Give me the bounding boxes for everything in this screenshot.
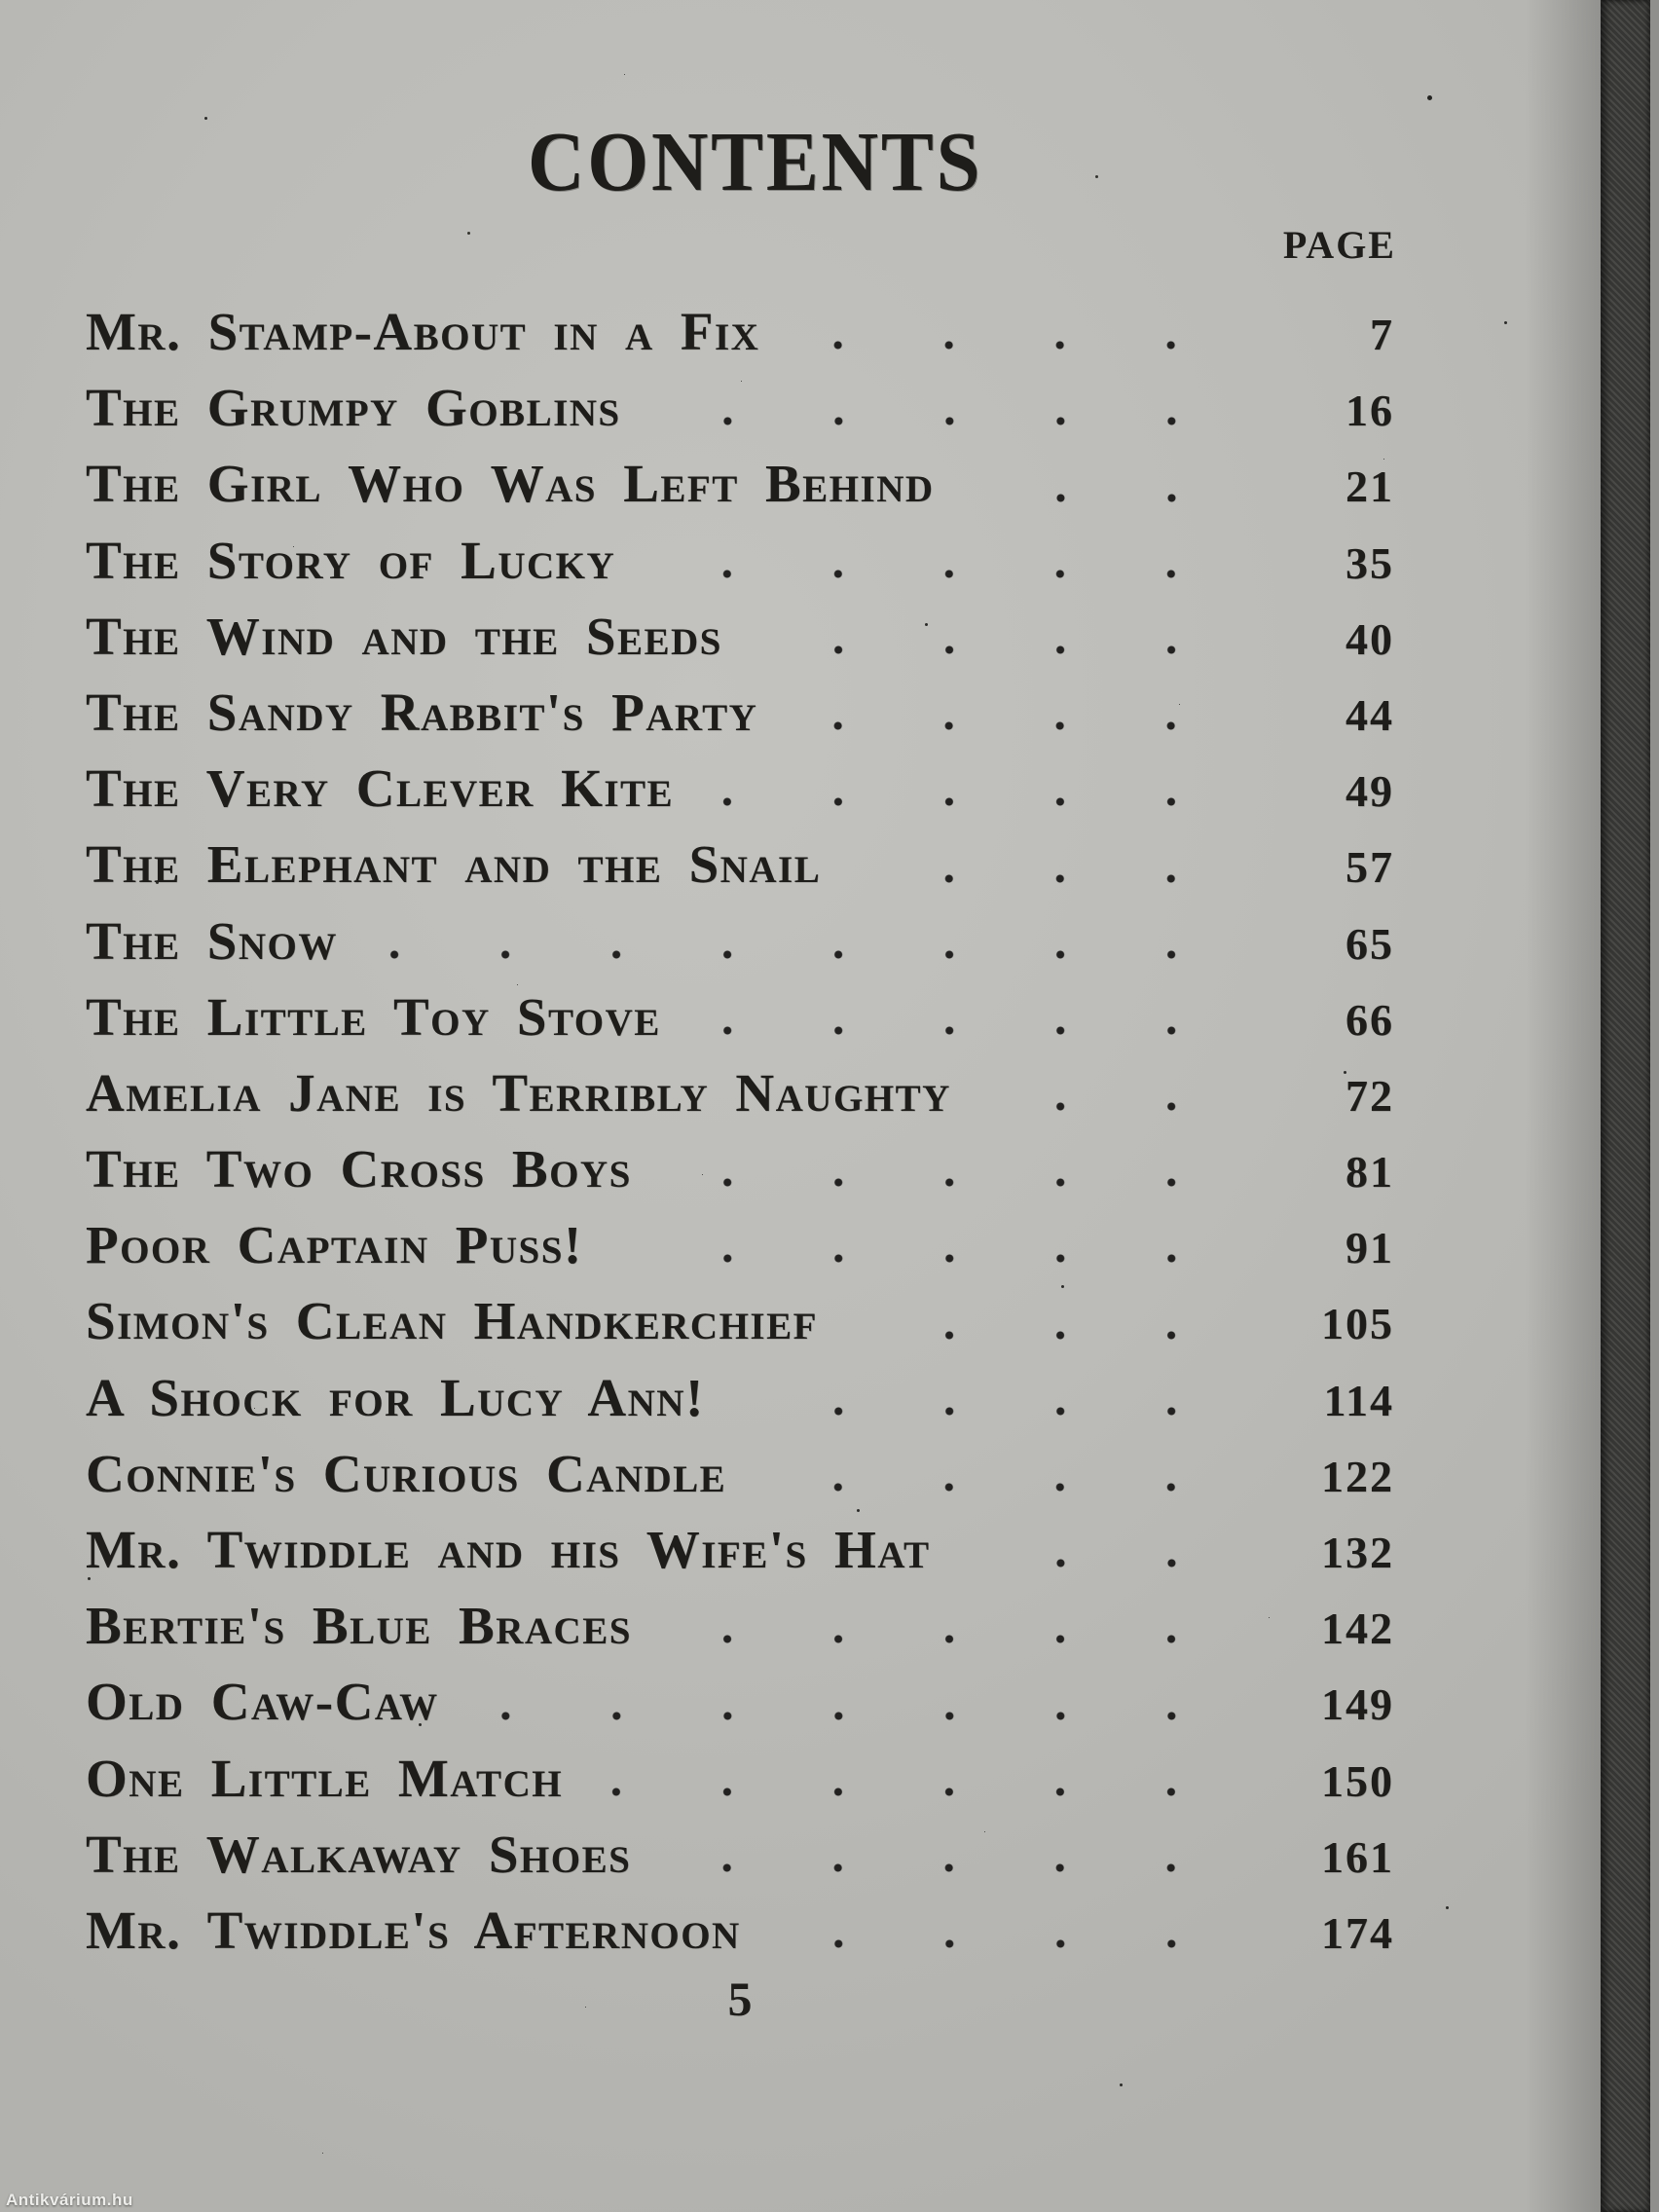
- toc-entry: [86, 903, 1394, 979]
- toc-entry-title: Amelia Jane is Terribly Naughty: [86, 1062, 951, 1123]
- page-title: CONTENTS: [528, 114, 983, 208]
- toc-entry-title: One Little Match: [86, 1748, 564, 1808]
- toc-entry: [86, 294, 1394, 370]
- folio-page-number: 5: [727, 1972, 753, 2026]
- toc-list: [86, 294, 1394, 1969]
- toc-leader-dots: [746, 1407, 1227, 1416]
- toc-leader-dots: [798, 721, 1227, 730]
- toc-leader-dots: [672, 1863, 1227, 1872]
- toc-entry-title: Poor Captain Puss!: [86, 1215, 583, 1275]
- toc-entry-page-number: 57: [1346, 842, 1394, 893]
- toc-entry-page-number: 7: [1370, 310, 1394, 359]
- toc-leader-dots: [782, 1939, 1227, 1948]
- toc-entry-title: Simon's Clean Handkerchief: [86, 1291, 818, 1351]
- toc-entry-title: Old Caw-Caw: [86, 1672, 439, 1732]
- toc-entry: [86, 979, 1394, 1055]
- toc-leader-dots: [763, 645, 1227, 654]
- toc-leader-dots: [604, 1788, 1227, 1796]
- toc-entry-title: Mr. Stamp-About in a Fix: [86, 302, 760, 361]
- page-column-header: PAGE: [1282, 223, 1396, 267]
- toc-entry-page-number: 161: [1321, 1831, 1394, 1882]
- book-outer-edge: [1650, 0, 1659, 2212]
- toc-entry: [86, 370, 1394, 446]
- paper-specks: [0, 0, 3, 3]
- toc-entry: [86, 1588, 1394, 1664]
- toc-entry-title: The Little Toy Stove: [86, 986, 661, 1047]
- toc-entry-title: The Story of Lucky: [86, 530, 616, 590]
- toc-entry: [86, 1131, 1394, 1207]
- toc-entry-title: Bertie's Blue Braces: [86, 1596, 632, 1656]
- toc-entry-page-number: 114: [1323, 1375, 1394, 1425]
- toc-entry-title: The Two Cross Boys: [86, 1139, 632, 1199]
- toc-entry-page-number: 65: [1346, 918, 1394, 969]
- toc-entry-page-number: 44: [1346, 689, 1394, 740]
- toc-leader-dots: [480, 1712, 1227, 1720]
- toc-entry: [86, 827, 1394, 903]
- toc-entry-title: Mr. Twiddle's Afternoon: [86, 1899, 741, 1960]
- toc-entry-title: A Shock for Lucy Ann!: [86, 1367, 705, 1427]
- toc-entry-title: Mr. Twiddle and his Wife's Hat: [86, 1520, 931, 1579]
- toc-entry: [86, 1741, 1394, 1817]
- toc-leader-dots: [767, 1483, 1227, 1492]
- toc-entry-page-number: 122: [1321, 1451, 1394, 1501]
- toc-entry: [86, 1817, 1394, 1893]
- toc-entry: [86, 1664, 1394, 1740]
- toc-entry-title: The Very Clever Kite: [86, 758, 675, 819]
- toc-leader-dots: [702, 1026, 1227, 1035]
- toc-leader-dots: [656, 570, 1227, 578]
- toc-entry: [86, 1283, 1394, 1359]
- toc-entry-page-number: 81: [1346, 1147, 1394, 1198]
- toc-entry: [86, 675, 1394, 751]
- toc-entry-page-number: 16: [1346, 386, 1394, 436]
- toc-entry-page-number: 174: [1321, 1907, 1394, 1958]
- toc-entry: [86, 1055, 1394, 1131]
- toc-leader-dots: [673, 1635, 1227, 1643]
- toc-entry-page-number: 66: [1346, 994, 1394, 1045]
- toc-entry-page-number: 105: [1321, 1299, 1394, 1349]
- toc-leader-dots: [972, 1559, 1227, 1567]
- toc-entry-page-number: 35: [1346, 537, 1394, 588]
- toc-leader-dots: [624, 1254, 1227, 1263]
- toc-entry-title: The Grumpy Goblins: [86, 378, 621, 438]
- toc-leader-dots: [673, 1178, 1227, 1187]
- toc-entry-page-number: 49: [1346, 766, 1394, 817]
- page-edge-shadow: [1525, 0, 1603, 2212]
- toc-leader-dots: [800, 341, 1227, 350]
- toc-leader-dots: [662, 417, 1227, 425]
- toc-leader-dots: [992, 1102, 1227, 1111]
- toc-entry-title: Connie's Curious Candle: [86, 1443, 727, 1503]
- toc-entry: [86, 523, 1394, 599]
- toc-leader-dots: [715, 797, 1227, 806]
- toc-entry-page-number: 40: [1346, 613, 1394, 664]
- toc-entry-title: The Elephant and the Snail: [86, 834, 822, 895]
- toc-entry-page-number: 149: [1321, 1679, 1394, 1730]
- toc-leader-dots: [379, 950, 1227, 959]
- toc-entry: [86, 1207, 1394, 1283]
- toc-entry-page-number: 142: [1321, 1604, 1394, 1654]
- toc-entry-page-number: 132: [1321, 1528, 1394, 1577]
- toc-leader-dots: [862, 874, 1227, 883]
- toc-entry: [86, 1436, 1394, 1512]
- toc-entry-title: The Wind and the Seeds: [86, 606, 722, 666]
- toc-entry-page-number: 91: [1346, 1223, 1394, 1273]
- toc-entry: [86, 446, 1394, 522]
- toc-leader-dots: [976, 494, 1227, 502]
- toc-entry-title: The Girl Who Was Left Behind: [86, 454, 935, 514]
- toc-leader-dots: [859, 1331, 1227, 1340]
- toc-entry: [86, 1512, 1394, 1588]
- toc-entry-title: The Snow: [86, 910, 338, 971]
- toc-entry: [86, 599, 1394, 675]
- watermark-text: Antikvárium.hu: [6, 2191, 133, 2209]
- toc-entry: [86, 751, 1394, 827]
- toc-entry-page-number: 72: [1346, 1070, 1394, 1121]
- toc-entry-page-number: 150: [1321, 1755, 1394, 1806]
- toc-entry-title: The Walkaway Shoes: [86, 1824, 632, 1884]
- toc-entry: [86, 1893, 1394, 1969]
- toc-entry-title: The Sandy Rabbit's Party: [86, 682, 758, 742]
- toc-entry: [86, 1360, 1394, 1436]
- book-spine-cloth: [1601, 0, 1650, 2212]
- toc-entry-page-number: 21: [1346, 461, 1394, 512]
